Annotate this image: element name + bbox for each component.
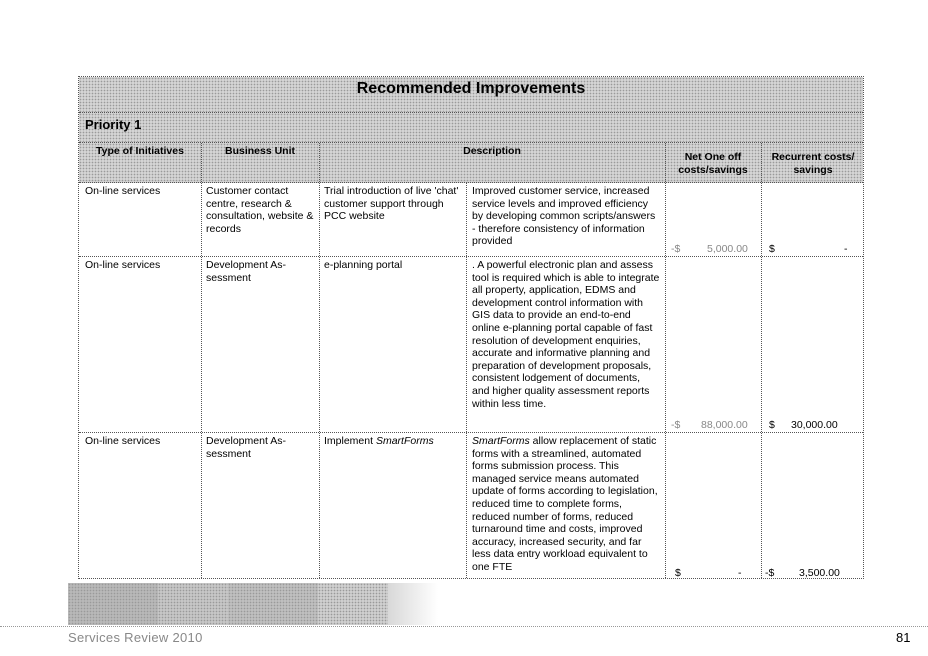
initiative-prefix: Implement: [324, 435, 376, 447]
collage-image: [158, 583, 228, 625]
collage-image: [228, 583, 318, 625]
cell-initiative: Trial introduction of live 'chat' customer support through PCC website: [324, 185, 459, 223]
table-row: [79, 433, 863, 580]
recurrent-sign: $: [769, 419, 775, 431]
cell-initiative: [324, 435, 464, 448]
cell-unit: Customer contact centre, research & consultation, website & records: [206, 185, 314, 235]
recurrent-value: 3,500.00: [799, 567, 840, 579]
cell-detail: [472, 435, 660, 574]
recurrent-value: -: [844, 243, 848, 255]
table-row: [79, 257, 863, 433]
table-title-row: [79, 77, 863, 113]
table-row: [79, 183, 863, 257]
cell-type: On-line services: [85, 259, 161, 271]
recurrent-sign: $: [769, 243, 775, 255]
cell-unit: Development Assessment: [206, 259, 286, 284]
header-one-off: Net One off costs/savings: [678, 151, 748, 176]
recurrent-value: 30,000.00: [791, 419, 838, 431]
collage-fade: [388, 583, 438, 625]
detail-emphasis: SmartForms: [472, 435, 530, 447]
one-off-value: 5,000.00: [707, 243, 748, 255]
cell-detail: . A powerful electronic plan and assess tool is required which is able to integrate all property, application, EDMS and development control information with GIS data to provide an end-to-end online e-planning portal capable of fast resolution of development enquiries, accurate and informative planning and preparation of development proposals, consistent lodgement of documents, and higher quality assessment reports within less time.: [472, 259, 660, 410]
header-type: Type of Initiatives: [96, 145, 184, 157]
cell-unit: Development Assessment: [206, 435, 286, 460]
cell-detail: Improved customer service, increased service levels and improved efficiency by developing common scripts/answers - therefore consistency of information provided: [472, 185, 656, 248]
footer-document-title: Services Review 2010: [68, 630, 203, 645]
cell-type: On-line services: [85, 185, 161, 197]
table-header-row: [79, 143, 863, 183]
photo-collage-strip: [68, 583, 438, 625]
header-description: Description: [463, 145, 521, 157]
collage-image: [318, 583, 388, 625]
detail-text: allow replacement of static forms with a streamlined, automated forms submission process. This managed service means automated update of forms according to legislation, reduced time to complete forms, reduced number of forms, reduced turnaround time and costs, improved accuracy, increased security, and far less data entry workload equivalent to one FTE: [472, 435, 658, 573]
recurrent-sign: -$: [765, 567, 775, 579]
recommended-improvements-table: [78, 76, 864, 579]
one-off-value: 88,000.00: [701, 419, 748, 431]
footer-divider: [0, 626, 928, 627]
priority-label: Priority 1: [85, 117, 142, 132]
header-unit: Business Unit: [224, 145, 295, 157]
cell-type: On-line services: [85, 435, 161, 447]
initiative-emphasis: SmartForms: [375, 435, 434, 447]
one-off-sign: -$: [671, 419, 681, 431]
priority-row: [79, 113, 863, 143]
collage-image: [68, 583, 158, 625]
cell-initiative: e-planning portal: [324, 259, 403, 271]
header-recurrent: Recurrent costs/ savings: [771, 151, 855, 176]
one-off-value: -: [738, 567, 742, 579]
table-title: Recommended Improvements: [356, 80, 586, 97]
one-off-sign: -$: [671, 243, 681, 255]
page-number: 81: [896, 630, 911, 645]
one-off-sign: $: [675, 567, 681, 579]
